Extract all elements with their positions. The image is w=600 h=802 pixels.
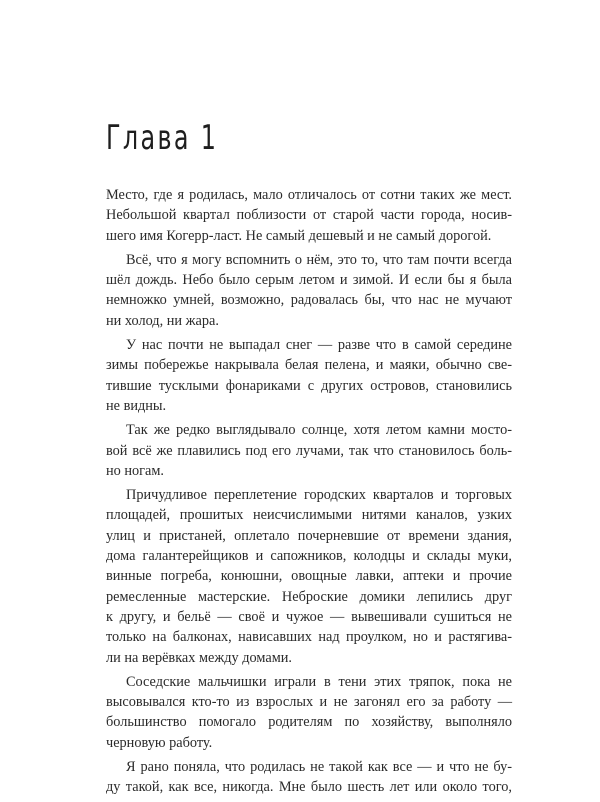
paragraph-1 [106, 185, 512, 246]
paragraph-7 [106, 757, 512, 798]
text-line: Причудливое переплетение городских кварталов и торговых [126, 487, 512, 504]
text-line: Место, где я родилась, мало отличалось от сотни таких же мест. [106, 187, 512, 203]
text-line: винные погреба, конюшни, овощные лавки, аптеки и прочие [106, 568, 512, 585]
text-line: шего имя Когерр-ласт. Не самый дешевый и не самый дорогой. [106, 227, 492, 244]
text-line: Я рано поняла, что родилась не такой как все — и что не бу- [126, 759, 512, 776]
chapter-body [106, 185, 512, 802]
text-line: черновую работу. [106, 734, 213, 751]
paragraph-5 [106, 485, 512, 668]
text-line: шёл дождь. Небо было серым летом и зимой. И если бы я была [106, 272, 512, 289]
text-line: большинство помогало родителям по хозяйству, выполняло [106, 714, 512, 731]
text-line: немножко умней, возможно, радовалась бы, что нас не мучают [106, 292, 512, 309]
text-line: У нас почти не выпадал снег — разве что в самой середине [126, 337, 512, 354]
text-line: зимы побережье накрывала белая пелена, и маяки, обычно све- [106, 357, 512, 374]
text-line: к другу, и бельё — своё и чужое — вывешивали сушиться не [106, 608, 512, 625]
text-line: ли на верёвках между домами. [106, 649, 292, 666]
text-line: ни холод, ни жара. [106, 312, 219, 329]
text-line: улиц и пристаней, оплетало почерневшие от времени здания, [106, 527, 512, 544]
text-line: высовывался кто-то из взрослых и не загонял его за работу — [106, 694, 512, 711]
text-line: Всё, что я могу вспомнить о нём, это то, что там почти всегда [126, 251, 512, 268]
text-line: дома галантерейщиков и сапожников, колодцы и склады муки, [106, 548, 512, 565]
text-line: Так же редко выглядывало солнце, хотя летом камни мосто- [126, 422, 512, 439]
paragraph-4 [106, 420, 512, 481]
text-line: ду такой, как все, никогда. Мне было шесть лет или около того, [106, 779, 512, 796]
text-line: Небольшой квартал поблизости от старой части города, носив- [106, 207, 512, 224]
text-line: ремесленные мастерские. Неброские домики лепились друг [106, 588, 512, 605]
text-line: только на балконах, нависавших над проулком, но и растягива- [106, 629, 512, 646]
text-line: тившие тусклыми фонариками с других островов, становились [106, 377, 512, 394]
text-line: площадей, прошитых неисчислимыми нитями каналов, узких [106, 507, 512, 524]
text-line: но ногам. [106, 462, 165, 479]
paragraph-2 [106, 250, 512, 331]
text-line: Соседские мальчишки играли в тени этих тряпок, пока не [126, 673, 512, 690]
text-line: не видны. [106, 397, 167, 414]
chapter-title: Глава 1 [106, 118, 219, 158]
paragraph-6 [106, 672, 512, 753]
paragraph-3 [106, 335, 512, 416]
text-line: вой всё же плавились под его лучами, так что становилось боль- [106, 442, 512, 459]
